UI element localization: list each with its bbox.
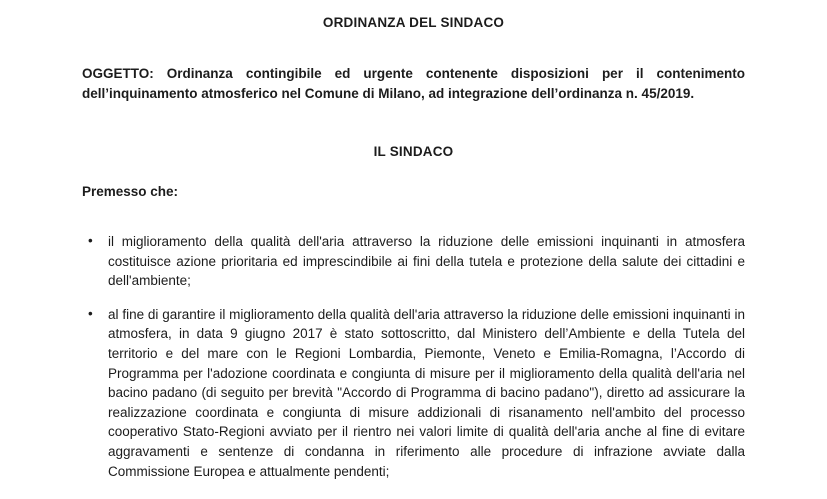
premise-bullet-list [82,232,745,481]
document-heading: IL SINDACO [373,144,454,159]
list-item [82,232,745,291]
bullet-marker: • [88,233,93,248]
subject-paragraph [82,64,745,104]
bullet-text: al fine di garantire il miglioramento della qualità dell'aria attraverso la riduzione delle emissioni inquinanti in atmosfera, in data 9 giugno 2017 è stato sottoscritto, dal Ministero dell’Ambiente e della Tutela del territorio e del mare con le Regioni Lombardia, Piemonte, Veneto e Emilia-Romagna, l’Accordo di Programma per l'adozione coordinata e congiunta di misure per il miglioramento della qualità dell'aria nel bacino padano (di seguito per brevità "Accordo di Programma di bacino padano"), diretto ad assicurare la realizzazione coordinata e congiunta di misure addizionali di risanamento nell'ambito del processo cooperativo Stato-Regioni avviato per il rientro nei valori limite di qualità dell'aria anche al fine di evitare aggravamenti e sentenze di condanna in riferimento alle procedure di infrazione avviate dalla Commissione Europea e attualmente pendenti; [108,306,745,479]
bullet-text: il miglioramento della qualità dell'aria attraverso la riduzione delle emissioni inquinanti in atmosfera costituisce azione prioritaria ed imprescindibile ai fini della tutela e protezione della salute dei cittadini e dell'ambiente; [108,234,745,289]
premise-label: Premesso che: [82,184,179,199]
subject-label: OGGETTO: [82,66,154,81]
bullet-marker: • [88,305,93,321]
document-title: ORDINANZA DEL SINDACO [322,15,505,30]
subject-text: Ordinanza contingibile ed urgente contenente disposizioni per il contenimento dell’inquinamento atmosferico nel Comune di Milano, ad integrazione dell’ordinanza n. 45/2019. [82,66,745,101]
list-item [82,305,745,481]
